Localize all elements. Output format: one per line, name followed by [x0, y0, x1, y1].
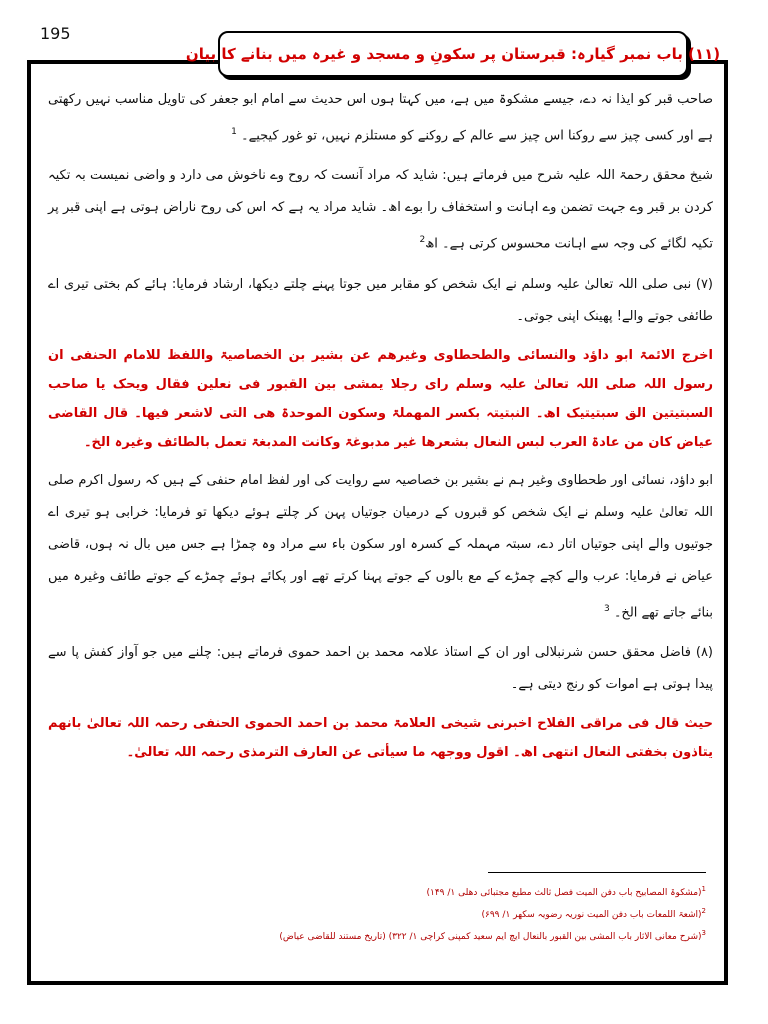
- chapter-header-box: [185, 31, 721, 77]
- paragraph-5-text: ابو داؤد، نسائی اور طحطاوی وغیر ہم نے بشیر بن خصاصیہ سے روایت کی اور لفظ امام حنفی کے ہیں کہ رسول اکرم صلی اللہ تعالیٰ علیہ وسلم نے ایک شخص کو قبروں کے درمیان جوتیاں پہن کر چلتے ہوئے دیکھا تو فرمایا: خرابی ہو تیری اے جوتیوں والے اپنی جوتیاں اتار دے، سبتہ مہملہ کے کسرہ اور سکون باء سے مراد وہ چمڑا ہے جس میں بال نہ ہوں، قاضی عیاض نے فرمایا: عرب والے کچے چمڑے کے مع بالوں کے جوتے پہنا کرتے تھے اور پکائے ہوئے چمڑے کے جوتے طائف وغیرہ میں بنائے جاتے تھے الخ۔: [48, 472, 713, 620]
- footnote-2-text: (اشعۃ اللمعات باب دفن المیت نوریہ رضویہ سکھر ۱/ ۶۹۹): [481, 910, 702, 920]
- paragraph-2: [48, 160, 713, 260]
- arabic-quote-2: حیث قال فی مراقی الفلاح اخبرنی شیخی العلامۃ محمد بن احمد الحموی الحنفی رحمہ اللہ تعالیٰ بانھم یتاذون بخفتی النعال انتھی اھ۔ اقول ووجھہ ما سیأتی عن العارف الترمذی رحمہ اللہ تعالیٰ۔: [48, 715, 713, 760]
- footnote-1: [290, 880, 706, 902]
- paragraph-1: [48, 84, 713, 152]
- footnote-divider: [488, 872, 706, 873]
- footnote-3: [279, 924, 706, 946]
- paragraph-3: (۷) نبی صلی اللہ تعالیٰ علیہ وسلم نے ایک شخص کو مقابر میں جوتا پہنے چلتے دیکھا، ارشاد فرمایا: ہائے کم بختی تیری اے طائفی جوتے والے! پھینک اپنی جوتی۔: [48, 276, 713, 324]
- footnote-ref-3: 3: [603, 603, 610, 614]
- footnote-ref-2: 2: [419, 235, 426, 246]
- paragraph-6: (۸) فاضل محقق حسن شرنبلالی اور ان کے استاذ علامہ محمد بن احمد حموی فرماتے ہیں: چلنے میں جو آواز کفش پا سے پیدا ہوتی ہے اموات کو رنج دیتی ہے۔: [48, 644, 713, 692]
- footnote-1-text: (مشکوۃ المصابیح باب دفن المیت فصل ثالث مطبع مجتبائی دھلی ۱/ ۱۴۹): [426, 888, 702, 898]
- paragraph-1-text: صاحب قبر کو ایذا نہ دے، جیسے مشکوۃ میں ہے، میں کہتا ہوں اس حدیث سے امام ابو جعفر کی تاویل مناسب نہیں رکھتی ہے اور کسی چیز سے روکنا اس چیز سے عالم کے روکنے کو مستلزم نہیں، تو غور کیجیے۔: [48, 92, 713, 144]
- footnotes: [279, 880, 706, 946]
- footnote-ref-1: 1: [231, 127, 237, 137]
- page-body: [48, 84, 713, 775]
- chapter-title: (۱۱) باب نمبر گیارہ: قبرستان پر سکونِ و مسجد و غیرہ میں بنانے کا بیان: [185, 45, 721, 63]
- footnote-1-number: 1: [701, 885, 706, 893]
- footnote-3-number: 3: [701, 929, 706, 937]
- footnote-2-number: 2: [701, 907, 706, 915]
- arabic-quote-1: اخرج الائمۃ ابو داؤد والنسائی والطحطاوی وغیرھم عن بشیر بن الخصاصیۃ واللفظ للامام الحنفی ان رسول اللہ صلی اللہ تعالیٰ علیہ وسلم رای رجلا یمشی بین القبور فی نعلین فقال ویحک یا صاحب السبتیتین الق سبتیتیک اھ۔ النبتیتہ بکسر المھملۃ وسکون الموحدۃ ھی التی لاشعر فیھا۔ قال القاضی عیاض کان من عادۃ العرب لبس النعال بشعرھا غیر مدبوغۃ وکانت المدبغۃ تعمل بالطائف وغیرہ الخ۔: [48, 347, 713, 450]
- page-number: 195: [40, 24, 71, 43]
- footnote-3-text: (شرح معانی الاثار باب المشی بین القبور بالنعال ایچ ایم سعید کمپنی کراچی ۱/ ۳۲۲) (تاریخ مستند للقاضی عیاض): [279, 932, 702, 942]
- footnote-2: [290, 902, 706, 924]
- paragraph-2-text: شیخ محقق رحمۃ اللہ علیہ شرح میں فرماتے ہیں: شاید کہ مراد آنست کہ روح وے ناخوش می دارد و واضی نمیست بہ تکیہ کردن بر قبر وے جہت تضمن وے اہانت و استخفاف را بوے اھ۔ شاید مراد یہ ہے کہ اس کی روح ناراض ہوتی ہے اپنی قبر پر تکیہ لگائے کی وجہ سے اہانت محسوس کرتی ہے۔ اھ: [48, 168, 713, 252]
- paragraph-5: [48, 465, 713, 629]
